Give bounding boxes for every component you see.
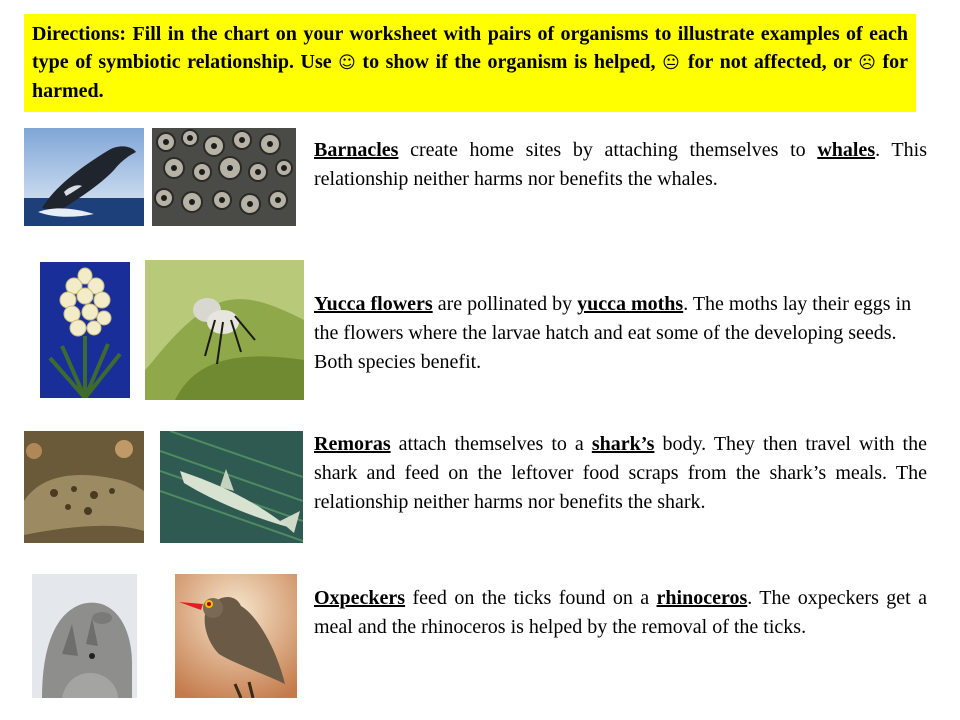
paragraph-text: are pollinated by <box>432 293 578 315</box>
remoras-term: Remoras <box>314 433 391 455</box>
oxpeckers-term: Oxpeckers <box>314 587 406 609</box>
remora-paragraph <box>314 430 927 517</box>
yucca-flower-photo <box>40 262 130 398</box>
paragraph-text: body. They then travel with the shark and feed on the leftover food scraps from the shark’s meals. The relationship neither harms nor benefits the shark. <box>314 433 927 513</box>
directions-box <box>24 14 916 112</box>
barnacle-paragraph <box>314 136 927 194</box>
rhinoceros-photo <box>32 574 137 698</box>
oxpecker-photo <box>175 574 297 698</box>
shark-term: shark’s <box>591 433 655 455</box>
yucca-moth-photo <box>145 260 304 400</box>
remora-photo <box>160 431 303 543</box>
paragraph-text: . The oxpeckers get a meal and the rhinoceros is helped by the removal of the ticks. <box>314 587 927 638</box>
directions-text-4: for harmed. <box>32 51 909 102</box>
rhinoceros-term: rhinoceros <box>656 587 748 609</box>
whales-term: whales <box>817 139 876 161</box>
yucca-paragraph <box>314 290 927 377</box>
smiley-icon: ☺ <box>338 53 356 73</box>
frown-icon: ☹ <box>858 53 876 73</box>
paragraph-text: feed on the ticks found on a <box>405 587 657 609</box>
paragraph-text: . The moths lay their eggs in the flowers where the larvae hatch and eat some of the developing seeds. Both species benefit. <box>314 293 912 373</box>
paragraph-text: . This relationship neither harms nor benefits the whales. <box>314 139 927 190</box>
paragraph-text: attach themselves to a <box>390 433 592 455</box>
directions-text-3: for not affected, or <box>681 51 859 73</box>
barnacles-term: Barnacles <box>314 139 399 161</box>
whale-photo <box>24 128 144 226</box>
directions-text-1: Directions: Fill in the chart on your worksheet with pairs of organisms to illustrate examples of each type of symbiotic relationship. Use <box>32 23 908 73</box>
barnacles-photo <box>152 128 296 226</box>
paragraph-text: create home sites by attaching themselves to <box>398 139 818 161</box>
yucca-moths-term: yucca moths <box>577 293 684 315</box>
yucca-flowers-term: Yucca flowers <box>314 293 433 315</box>
shark-photo <box>24 431 144 543</box>
neutral-face-icon: 😐 <box>662 53 682 73</box>
directions-text-2: to show if the organism is helped, <box>355 51 663 73</box>
oxpecker-paragraph <box>314 584 927 642</box>
